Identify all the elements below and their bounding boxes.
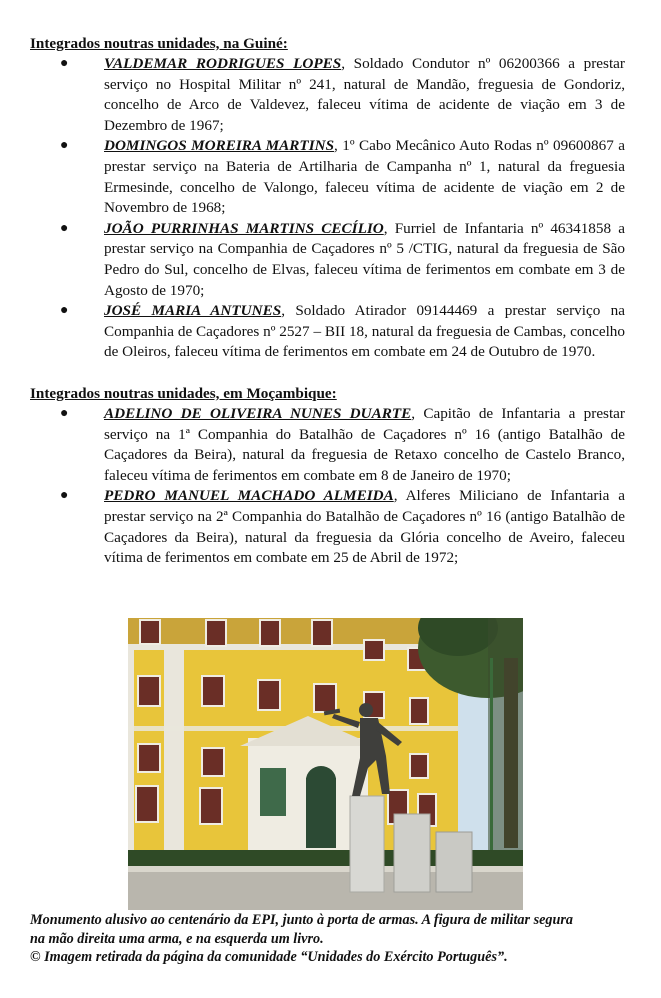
entry-text: , Alferes Miliciano de Infantaria a prestar serviço na 2ª Companhia do Batalhão de Caçadores nº 16 (antigo Batalhão de Caçadores da Beira), natural da freguesia da Glória concelho de Aveiro, faleceu vítima de ferimentos em combate em 25 de Abril de 1972;	[104, 487, 626, 567]
bullet-icon: ●	[60, 56, 69, 71]
entry-text: , Soldado Atirador 09144469 a prestar serviço na Companhia de Caçadores nº 2527 – BII 18, natural da freguesia de Cambas, concelho de Oleiros, faleceu vítima de ferimentos em combate em 24 de Outubro de 1970.	[104, 302, 625, 361]
entry-text: , Soldado Condutor nº 06200366 a prestar serviço no Hospital Militar nº 241, natural de Mandão, freguesia de Gondoriz, concelho de Arco de Valdevez, faleceu vítima de acidente de viação em 3 de Dezembro de 1967;	[104, 55, 625, 134]
person-name: JOSÉ MARIA ANTUNES	[104, 302, 282, 320]
caption-line-2: na mão direita uma arma, e na esquerda um livro.	[30, 930, 324, 947]
person-name: PEDRO MANUEL MACHADO ALMEIDA	[104, 487, 394, 505]
list-item	[30, 219, 625, 301]
person-name: VALDEMAR RODRIGUES LOPES	[104, 55, 342, 72]
person-name: DOMINGOS MOREIRA MARTINS	[104, 137, 335, 155]
list-mocambique	[30, 404, 625, 569]
person-name: ADELINO DE OLIVEIRA NUNES DUARTE	[104, 405, 412, 422]
section-heading-guine: Integrados noutras unidades, na Guiné:	[30, 35, 288, 52]
entry-text: , Furriel de Infantaria nº 46341858 a prestar serviço na Companhia de Caçadores nº 5 /CTIG, natural da freguesia de São Pedro do Sul, concelho de Elvas, faleceu vítima de ferimentos em combate em 3 de Agosto de 1970;	[104, 219, 625, 299]
entry-text: , Capitão de Infantaria a prestar serviço na 1ª Companhia do Batalhão de Caçadores nº 16 (antigo Batalhão de Caçadores da Beira), natural da freguesia de Retaxo concelho de Castelo Branco, faleceu vítima de ferimentos em combate em 8 de Janeiro de 1970;	[104, 405, 625, 484]
caption-line-3: © Imagem retirada da página da comunidade “Unidades do Exército Português”.	[30, 949, 508, 965]
photo-caption	[30, 911, 630, 967]
caption-line-1: Monumento alusivo ao centenário da EPI, junto à porta de armas. A figura de militar segura	[30, 912, 574, 928]
entry-text: , 1º Cabo Mecânico Auto Rodas nº 09600867 a prestar serviço na Bateria de Artilharia de Campanha nº 1, natural da freguesia Ermesinde, concelho de Valongo, faleceu vítima de acidente de viação em 2 de Novembro de 1968;	[104, 137, 625, 217]
bullet-icon: ●	[60, 303, 69, 319]
bullet-icon: ●	[60, 488, 69, 504]
bullet-icon: ●	[60, 406, 69, 421]
list-item	[30, 486, 625, 568]
bullet-icon: ●	[60, 138, 69, 154]
list-guine	[30, 54, 625, 363]
monument-pedestal	[350, 796, 384, 892]
bullet-icon: ●	[60, 220, 69, 236]
monument-photo	[128, 618, 523, 910]
main-door	[306, 778, 336, 848]
list-item	[30, 404, 625, 486]
list-item	[30, 301, 625, 363]
list-item	[30, 54, 625, 136]
list-item	[30, 136, 625, 218]
door	[260, 768, 286, 816]
section-heading-mocambique: Integrados noutras unidades, em Moçambique:	[30, 385, 337, 402]
person-name: JOÃO PURRINHAS MARTINS CECÍLIO	[104, 219, 384, 237]
